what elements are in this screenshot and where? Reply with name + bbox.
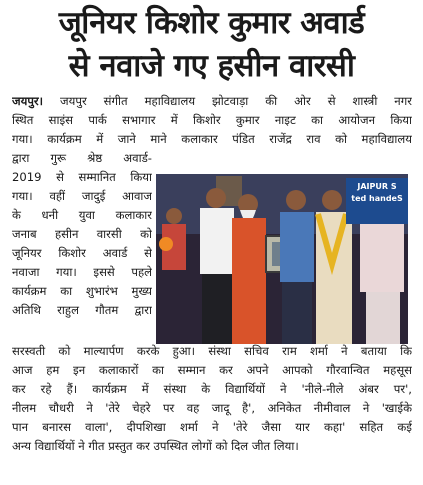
banner-subtext: ted handeS — [351, 194, 403, 203]
person-trousers — [202, 274, 232, 344]
person-trousers — [282, 282, 312, 344]
dateline: जयपुर। — [12, 94, 44, 108]
person-trousers — [366, 292, 400, 344]
article-line: के धनी युवा कलाकार — [12, 208, 152, 222]
article-line: अतिथि राहुल गौतम द्वारा — [12, 303, 152, 317]
event-banner — [346, 178, 408, 224]
article-line: अन्य विद्यार्थियों ने गीत प्रस्तुत कर उपस्थित लोगों को दिल जीत लिया। — [12, 439, 299, 453]
headline-line-1: जूनियर किशोर कुमार अवार्ड — [58, 5, 365, 41]
person-pink-jacket — [360, 212, 404, 292]
person-head — [286, 190, 306, 210]
article-line: नीलम चौधरी ने 'तेरे चेहरे पर वह जादू है', अनिकेत नीमीवाल ने 'खाईके — [12, 401, 412, 415]
person-blue-shirt — [280, 212, 314, 282]
article-line: जनाब हसीन वारसी को — [12, 227, 152, 241]
article-text: जयपुर संगीत महाविद्यालय झोटवाड़ा की ओर से शास्त्री नगर — [60, 94, 412, 108]
article-line: नवाजा गया। इससे पहले — [12, 265, 152, 279]
page-bottom-edge — [0, 478, 423, 485]
article-line: पान बनारस वाला', दीपशिखा शर्मा ने 'तेरे जैसा यार कहा' सहित कई — [12, 420, 412, 434]
banner-text: JAIPUR S — [357, 182, 397, 191]
article-line — [12, 92, 412, 111]
person-head — [322, 190, 342, 210]
headline — [0, 2, 423, 88]
article-line: स्थित साइंस पार्क सभागार में किशोर कुमार नाइट का आयोजन किया — [12, 113, 412, 127]
article-line: जूनियर किशोर अवार्ड से — [12, 246, 152, 260]
person-head — [206, 188, 226, 208]
person-head — [166, 208, 182, 224]
article-line: सरस्वती को माल्यार्पण करके हुआ। संस्था सचिव राम शर्मा ने बताया कि — [12, 344, 412, 358]
article-line: कार्यक्रम का शुभारंभ मुख्य — [12, 284, 152, 298]
article-line: द्वारा गुरू श्रेष्ठ अवार्ड- — [12, 151, 152, 165]
article-line: गया। कार्यक्रम में जाने माने कलाकार पंडित राजेंद्र राव को महाविद्यालय — [12, 132, 412, 146]
headline-line-2: से नवाजे गए हसीन वारसी — [68, 48, 355, 84]
saffron-robe — [232, 218, 266, 344]
news-photo — [156, 174, 408, 344]
article-line: कर रहे हैं। कार्यक्रम में संस्था के विद्यार्थियों ने 'नीले-नीले अंबर पर', — [12, 382, 412, 396]
person-white-shirt — [200, 208, 234, 274]
bouquet — [159, 237, 173, 251]
article-line: गया। वहीं जादुई आवाज — [12, 189, 152, 203]
article-line: 2019 से सम्मानित किया — [12, 170, 152, 184]
article-line: आज हम इन कलाकारों का सम्मान कर अपने आपको गौरवान्वित महसूस — [12, 363, 412, 377]
